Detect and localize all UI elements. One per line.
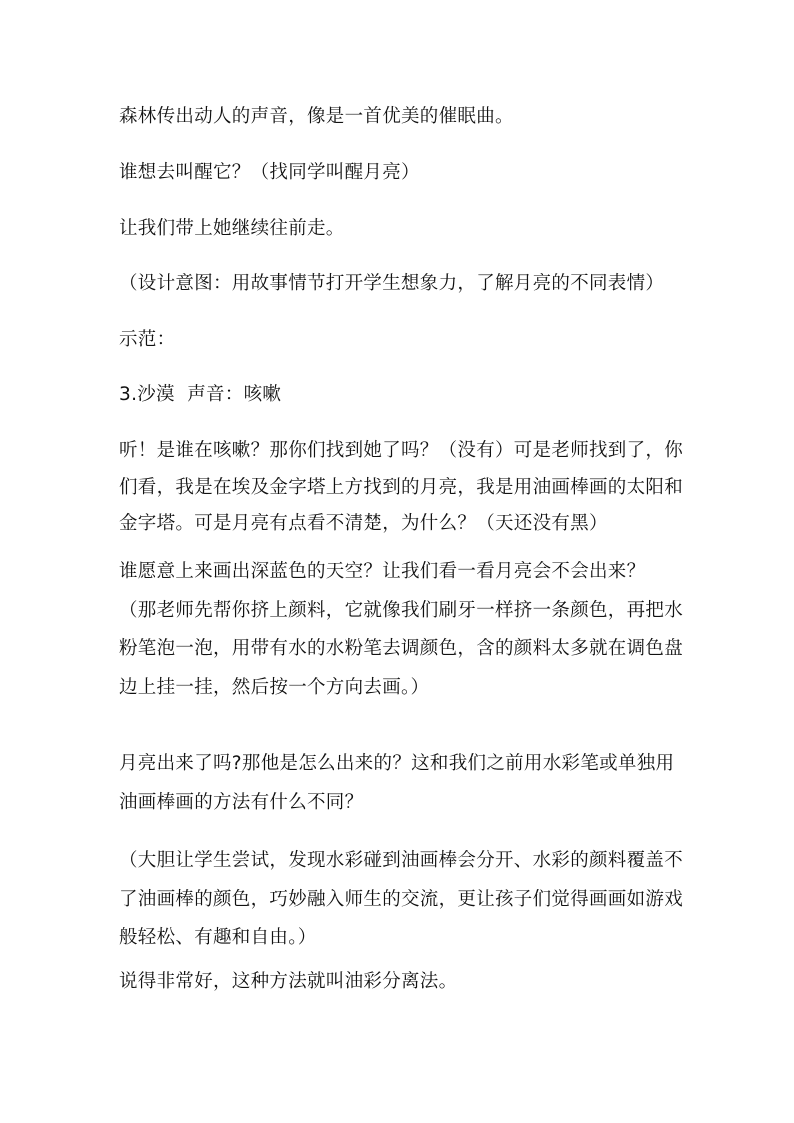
paragraph-method-name — [119, 964, 684, 1000]
text-line: 森林传出动人的声音，像是一首优美的催眠曲。 — [119, 106, 514, 127]
text-line: 般轻松、有趣和自由。） — [119, 927, 317, 948]
text-line: 3.沙漠 声音：咳嗽 — [119, 384, 282, 405]
text-line: 粉笔泡一泡，用带有水的水粉笔去调颜色，含的颜料太多就在调色盘 — [119, 638, 684, 659]
text-line: 说得非常好，这种方法就叫油彩分离法。 — [119, 971, 458, 992]
text-line: 边上挂一挂，然后按一个方向去画。） — [119, 676, 430, 698]
paragraph-coughing-story — [119, 433, 684, 543]
paragraph-wake-question — [119, 155, 684, 191]
text-line: 们看，我是在埃及金字塔上方找到的月亮，我是用油画棒画的太阳和 — [119, 476, 684, 498]
paragraph-desert-section — [119, 377, 684, 413]
text-line: 让我们带上她继续往前走。 — [119, 218, 345, 239]
text-line: 谁愿意上来画出深蓝色的天空？让我们看一看月亮会不会出来？ — [119, 561, 646, 582]
paragraph-design-intent — [119, 266, 684, 302]
text-line: 月亮出来了吗?那他是怎么出来的？这和我们之前用水彩笔或单独用 — [119, 753, 675, 774]
text-line: （大胆让学生尝试，发现水彩碰到油画棒会分开、水彩的颜料覆盖不 — [119, 850, 684, 871]
text-line: 了油画棒的颜色，巧妙融入师生的交流，更让孩子们觉得画画如游戏 — [119, 888, 684, 910]
paragraph-forest-sound — [119, 99, 684, 135]
text-line: 谁想去叫醒它？（找同学叫醒月亮） — [119, 162, 420, 183]
text-line: 油画棒画的方法有什么不同？ — [119, 791, 364, 813]
paragraph-demonstration-heading — [119, 322, 684, 358]
paragraph-continue — [119, 211, 684, 247]
text-line: 听！是谁在咳嗽？那你们找到她了吗？（没有）可是老师找到了，你 — [119, 440, 684, 461]
paragraph-moon-question — [119, 746, 684, 823]
text-line: （那老师先帮你挤上颜料，它就像我们刷牙一样挤一条颜色，再把水 — [119, 599, 684, 621]
text-line: 金字塔。可是月亮有点看不清楚，为什么？（天还没有黑） — [119, 513, 608, 534]
paragraph-student-attempt — [119, 843, 684, 959]
paragraph-blue-sky-painting — [119, 554, 684, 708]
text-line: 示范： — [119, 329, 176, 350]
text-line: （设计意图：用故事情节打开学生想象力，了解月亮的不同表情） — [119, 273, 665, 294]
